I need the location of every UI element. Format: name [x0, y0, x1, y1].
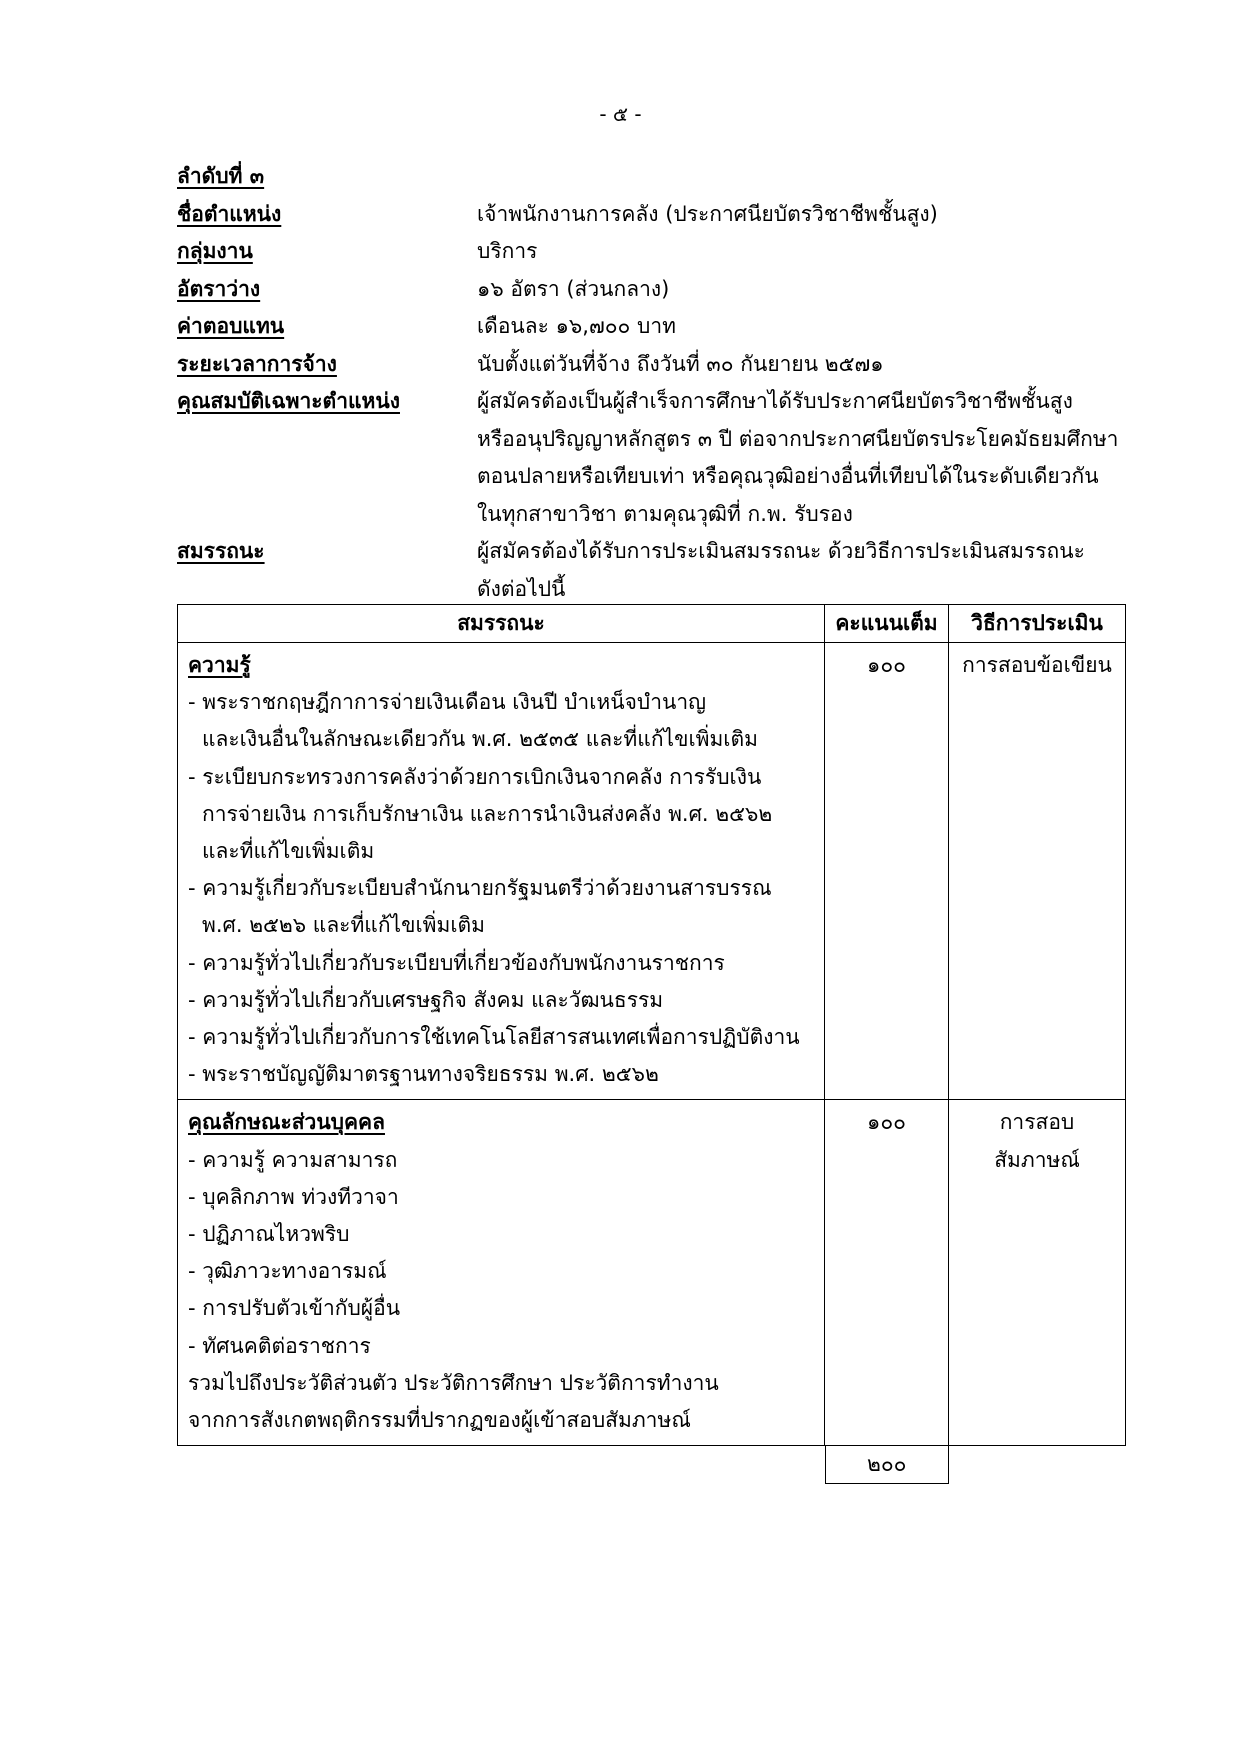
list-item: - ความรู้ทั่วไปเกี่ยวกับการใช้เทคโนโลยีสารสนเทศเพื่อการปฏิบัติงาน: [188, 1025, 800, 1050]
list-item: - ความรู้ทั่วไปเกี่ยวกับระเบียบที่เกี่ยวข้องกับพนักงานราชการ: [188, 950, 725, 975]
list-item: จากการสังเกตพฤติกรรมที่ปรากฏของผู้เข้าสอบสัมภาษณ์: [188, 1408, 691, 1433]
field-position-name: [177, 196, 1127, 234]
field-value: เดือนละ ๑๖,๗๐๐ บาท: [477, 314, 677, 338]
list-item: - ทัศนคติต่อราชการ: [188, 1333, 371, 1358]
field-label: คุณสมบัติเฉพาะตำแหน่ง: [177, 389, 400, 413]
field-competency: [177, 533, 1127, 608]
section-title: คุณลักษณะส่วนบุคคล: [188, 1110, 385, 1135]
list-item: - วุฒิภาวะทางอารมณ์: [188, 1259, 387, 1284]
list-item: - ปฏิภาณไหวพริบ: [188, 1222, 350, 1247]
table-row: [178, 1100, 1126, 1446]
list-item: รวมไปถึงประวัติส่วนตัว ประวัติการศึกษา ประวัติการทำงาน: [188, 1370, 719, 1395]
section-knowledge: [178, 643, 825, 1100]
field-qualifications: [177, 383, 1127, 533]
list-item: - ระเบียบกระทรวงการคลังว่าด้วยการเบิกเงินจากคลัง การรับเงิน: [188, 764, 762, 789]
field-employment-period: [177, 346, 1127, 384]
field-label: ค่าตอบแทน: [177, 314, 285, 338]
field-value: ผู้สมัครต้องได้รับการประเมินสมรรถนะ ด้วยวิธีการประเมินสมรรถนะ ดังต่อไปนี้: [477, 539, 1085, 601]
header-full-score: คะแนนเต็ม: [825, 605, 949, 643]
list-item: การจ่ายเงิน การเก็บรักษาเงิน และการนำเงินส่งคลัง พ.ศ. ๒๕๖๒: [202, 801, 773, 826]
field-label: ชื่อตำแหน่ง: [177, 201, 282, 226]
field-label: อัตราว่าง: [177, 276, 261, 301]
field-label: ระยะเวลาการจ้าง: [177, 351, 337, 376]
order-label: ลำดับที่ ๓: [177, 164, 265, 188]
field-label: กลุ่มงาน: [177, 239, 253, 263]
section-personal-attributes: [178, 1100, 825, 1446]
score-value: ๑๐๐: [867, 653, 906, 677]
section-title: ความรู้: [188, 653, 251, 677]
header-competency: สมรรถนะ: [178, 605, 825, 643]
field-value: บริการ: [477, 239, 538, 263]
list-item: - พระราชกฤษฎีกาการจ่ายเงินเดือน เงินปี บำเหน็จบำนาญ: [188, 690, 707, 715]
field-compensation: [177, 308, 1127, 346]
list-item: และที่แก้ไขเพิ่มเติม: [202, 839, 375, 864]
field-value: เจ้าพนักงานการคลัง (ประกาศนียบัตรวิชาชีพชั้นสูง): [477, 201, 938, 226]
method-cell: [949, 1100, 1126, 1446]
score-value: ๑๐๐: [867, 1110, 906, 1135]
position-info: [177, 158, 1127, 608]
table-header-row: [178, 605, 1126, 643]
field-work-group: [177, 233, 1127, 271]
list-item: - ความรู้ทั่วไปเกี่ยวกับเศรษฐกิจ สังคม และวัฒนธรรม: [188, 987, 664, 1012]
method-value: การสอบ: [999, 1110, 1075, 1135]
header-method: วิธีการประเมิน: [949, 605, 1126, 643]
page-number: - ๕ -: [599, 102, 642, 126]
list-item: พ.ศ. ๒๕๒๖ และที่แก้ไขเพิ่มเติม: [202, 913, 485, 938]
field-value: นับตั้งแต่วันที่จ้าง ถึงวันที่ ๓๐ กันยายน ๒๕๗๑: [477, 351, 884, 376]
list-item: และเงินอื่นในลักษณะเดียวกัน พ.ศ. ๒๕๓๕ และที่แก้ไขเพิ่มเติม: [202, 727, 758, 752]
list-item: - การปรับตัวเข้ากับผู้อื่น: [188, 1296, 401, 1321]
method-cell: [949, 643, 1126, 1100]
score-cell: [825, 1100, 949, 1446]
competency-table: [177, 604, 1126, 1446]
total-score: ๒๐๐: [825, 1446, 950, 1484]
list-item: - พระราชบัญญัติมาตรฐานทางจริยธรรม พ.ศ. ๒๕๖๒: [188, 1062, 659, 1087]
field-label: สมรรถนะ: [177, 539, 265, 563]
table-row: [178, 643, 1126, 1100]
field-value: ๑๖ อัตรา (ส่วนกลาง): [477, 276, 670, 301]
list-item: - บุคลิกภาพ ท่วงทีวาจา: [188, 1184, 399, 1209]
list-item: - ความรู้เกี่ยวกับระเบียบสำนักนายกรัฐมนตรีว่าด้วยงานสารบรรณ: [188, 876, 772, 901]
field-value: ผู้สมัครต้องเป็นผู้สำเร็จการศึกษาได้รับประกาศนียบัตรวิชาชีพชั้นสูง หรืออนุปริญญาหลักสูตร ๓ ปี ต่อจากประกาศนียบัตรประโยคมัธยมศึกษา ตอนปลายหรือเทียบเท่า หรือคุณวุฒิอย่างอื่นที่เทียบได้ในระดับเดียวกัน ในทุกสาขาวิชา ตามคุณวุฒิที่ ก.พ. รับรอง: [477, 389, 1119, 526]
method-value: สัมภาษณ์: [994, 1147, 1080, 1172]
score-cell: [825, 643, 949, 1100]
method-value: การสอบข้อเขียน: [962, 653, 1112, 677]
list-item: - ความรู้ ความสามารถ: [188, 1147, 398, 1172]
field-vacancies: [177, 271, 1127, 309]
